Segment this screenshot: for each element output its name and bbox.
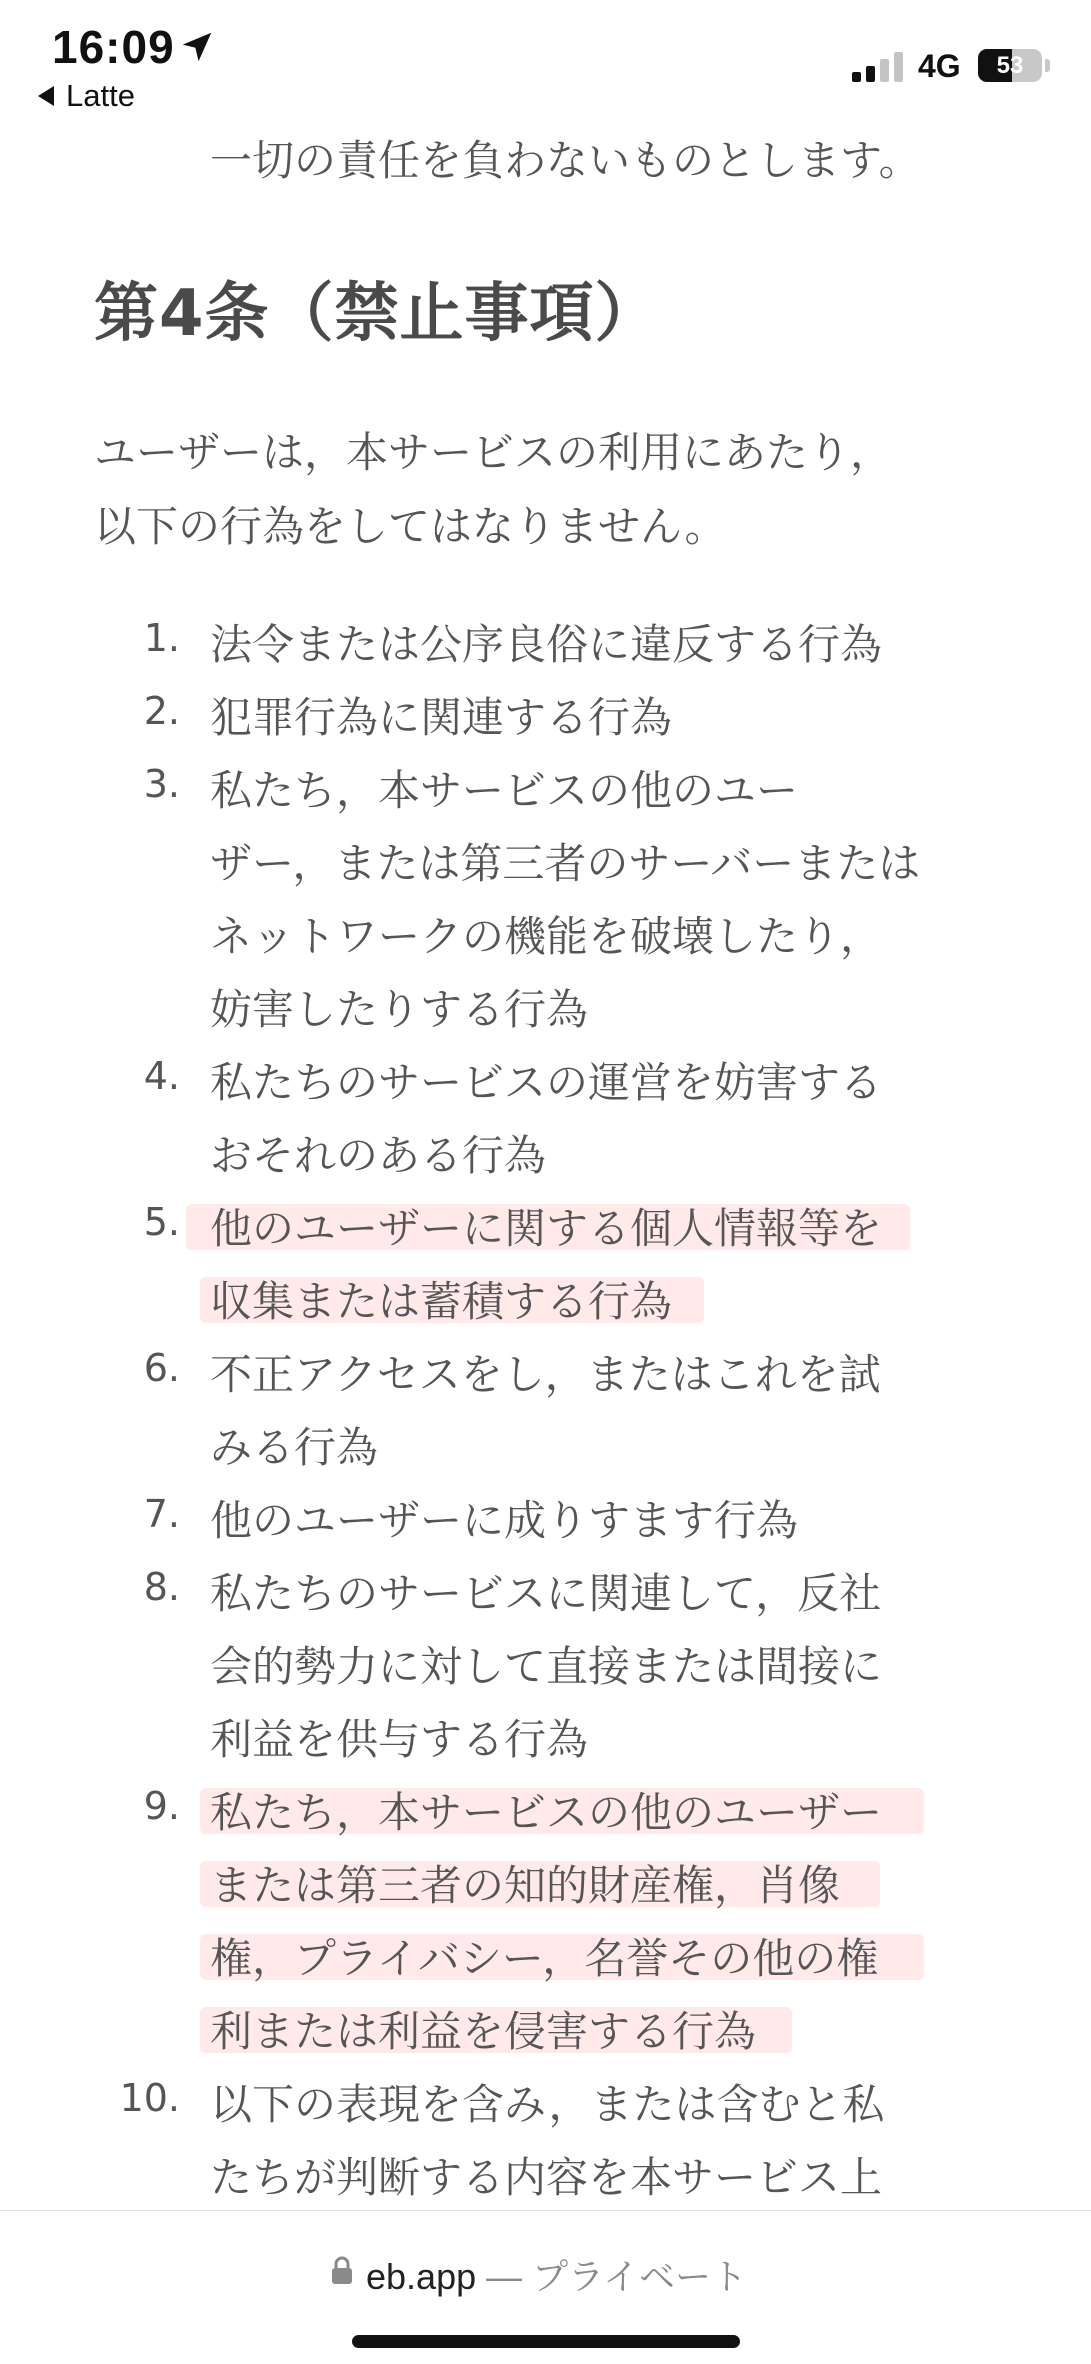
battery-icon [978,49,1042,82]
list-item-number: 4. [143,1054,180,1098]
list-item-number: 7. [143,1492,180,1536]
list-item-text: 法令または公序良俗に違反する行為 [210,620,883,669]
intro-line: ユーザーは，本サービスの利用にあたり， [94,428,893,477]
list-item-text: 私たち，本サービスの他のユーザー [210,1788,883,1837]
list-item-text: 私たちのサービスの運営を妨害する [210,1058,883,1107]
list-item-text: 会的勢力に対して直接または間接に [210,1642,883,1691]
list-item-number: 6. [143,1346,180,1390]
list-item-text: みる行為 [210,1423,379,1472]
address-text[interactable] [366,2249,747,2300]
previous-paragraph-end: 一切の責任を負わないものとします。 [210,136,921,185]
list-item-text: 利益を供与する行為 [210,1715,589,1764]
private-mode-label: — プライベート [476,2256,748,2297]
article-heading: 第4条（禁止事項） [94,277,660,351]
back-triangle-icon [36,84,56,108]
network-type: 4G [918,48,961,84]
list-item-text: ザー，または第三者のサーバーまたは [210,839,921,888]
list-item-number: 3. [143,762,180,806]
list-item-text: 私たちのサービスに関連して，反社 [210,1569,882,1618]
address-bar[interactable] [0,2210,1091,2364]
list-item-text: 他のユーザーに成りすます行為 [210,1496,799,1545]
list-item-text: 不正アクセスをし，またはこれを試 [210,1350,881,1399]
list-item-text: おそれのある行為 [210,1131,547,1180]
status-time: 16:09 [52,21,175,73]
list-item-text: 犯罪行為に関連する行為 [210,693,673,742]
status-bar [0,0,1091,120]
back-to-app-link[interactable] [36,78,135,114]
list-item-text: 収集または蓄積する行為 [210,1277,673,1326]
list-item-text: 権，プライバシー，名誉その他の権 [210,1934,879,1983]
address-domain: eb.app [366,2256,477,2297]
list-item-number: 10. [119,2076,180,2120]
intro-line: 以下の行為をしてはなりません。 [94,502,727,551]
home-indicator[interactable] [352,2335,740,2348]
cellular-signal-icon [852,52,906,82]
list-item-text: 私たち，本サービスの他のユー [210,766,799,815]
list-item-text: 以下の表現を含み，または含むと私 [210,2080,885,2129]
list-item-number: 8. [143,1565,180,1609]
location-arrow-icon [178,28,216,66]
list-item-number: 1. [143,616,180,660]
list-item-number: 2. [143,689,180,733]
list-item-number: 5. [143,1200,180,1244]
list-item-text: ネットワークの機能を破壊したり， [210,912,883,961]
battery-cap [1045,59,1050,72]
list-item-text: 妨害したりする行為 [210,985,589,1034]
list-item-text: たちが判断する内容を本サービス上 [210,2153,883,2202]
list-item-number: 9. [143,1784,180,1828]
back-app-label: Latte [66,78,135,113]
lock-icon [330,2255,354,2285]
list-item-text: または第三者の知的財産権，肖像 [210,1861,841,1910]
battery-level: 53 [996,51,1024,79]
list-item-text: 利または利益を侵害する行為 [210,2007,757,2056]
list-item-text: 他のユーザーに関する個人情報等を [210,1204,883,1253]
